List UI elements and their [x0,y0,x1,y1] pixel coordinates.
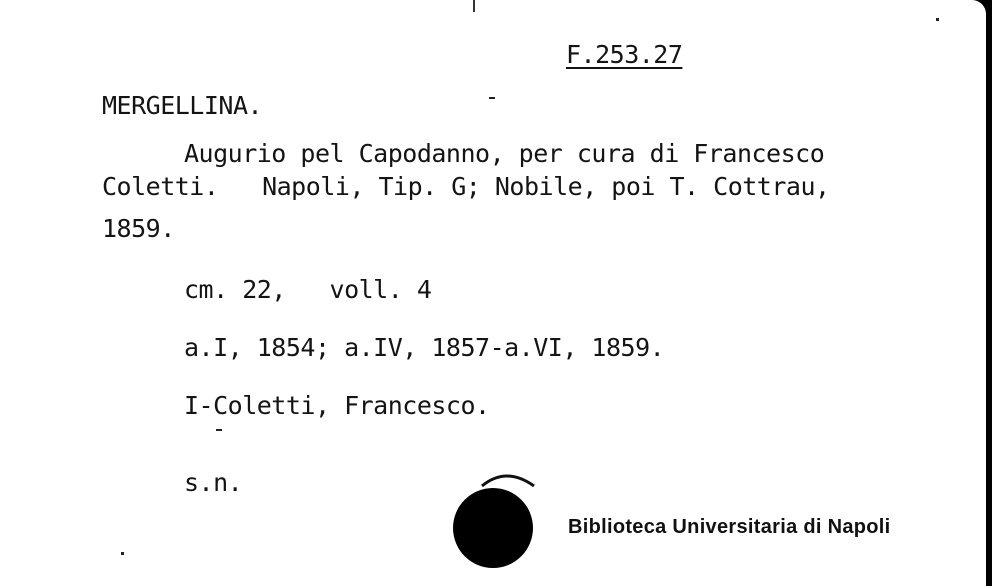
speck [121,552,124,555]
edge-mark [473,0,475,12]
library-stamp-text: Biblioteca Universitaria di Napoli [568,516,891,538]
size-volumes: cm. 22, voll. 4 [184,275,432,304]
shelfmark: F.253.27 [566,40,683,69]
speck [936,18,939,21]
description-line-1: Augurio pel Capodanno, per cura di Francesco [184,139,825,168]
speck [489,97,495,99]
years-range: a.I, 1854; a.IV, 1857-a.VI, 1859. [184,333,665,362]
description-line-2: Coletti. Napoli, Tip. G; Nobile, poi T. Cottrau, [102,172,830,201]
added-entry: I-Coletti, Francesco. [184,391,490,420]
description-line-3: 1859. [102,214,175,243]
note: s.n. [184,468,243,497]
heading: MERGELLINA. [102,91,263,120]
library-stamp-dot [453,488,533,568]
speck [216,429,222,431]
